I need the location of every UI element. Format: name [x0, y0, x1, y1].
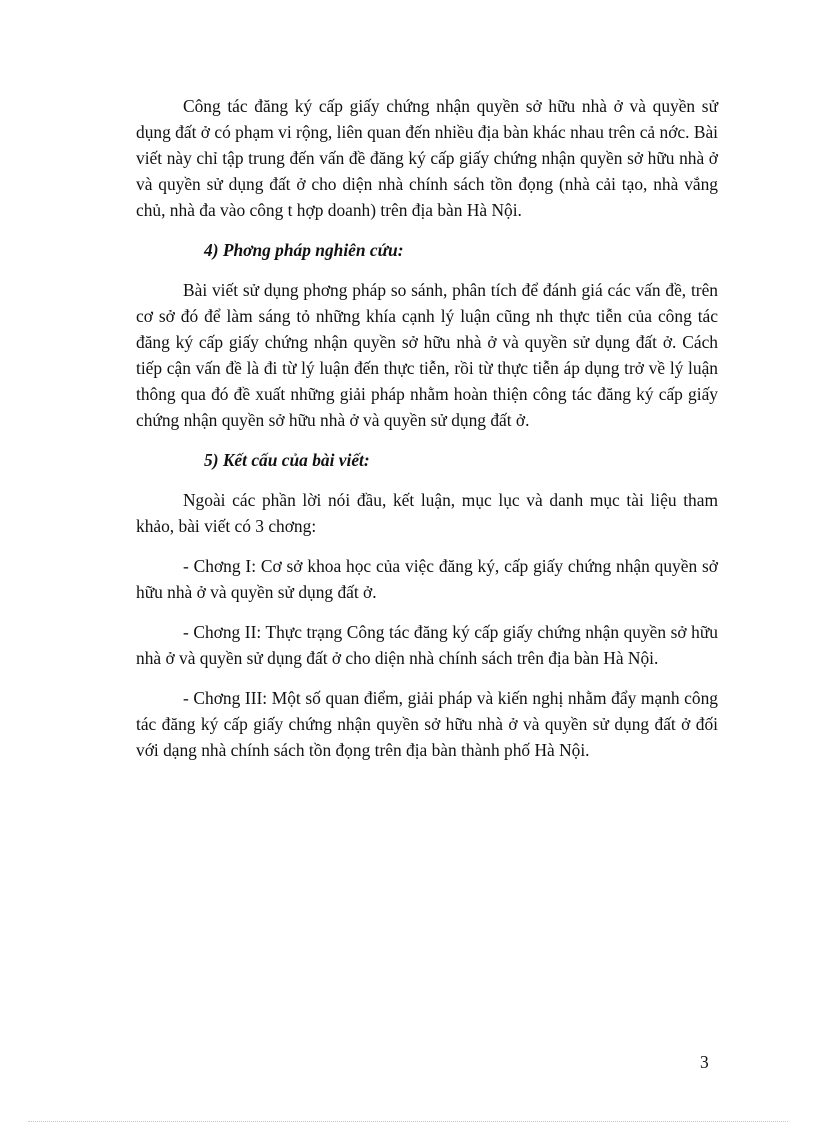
chapter-3-item: - Chơng III: Một số quan điểm, giải pháp và kiến nghị nhằm đẩy mạnh công tác đăng ký cấp giấy chứng nhận quyền sở hữu nhà ở và quyền sử dụng đất ở đối với dạng nhà chính sách tồn đọng trên địa bàn thành phố Hà Nội. — [136, 688, 718, 760]
document-body — [136, 93, 718, 777]
methods-heading: 4) Phơng pháp nghiên cứu: — [204, 240, 404, 260]
intro-paragraph: Công tác đăng ký cấp giấy chứng nhận quyền sở hữu nhà ở và quyền sử dụng đất ở có phạm vi rộng, liên quan đến nhiều địa bàn khác nhau trên cả nớc. Bài viết này chỉ tập trung đến vấn đề đăng ký cấp giấy chứng nhận quyền sở hữu nhà ở và quyền sử dụng đất ở cho diện nhà chính sách tồn đọng (nhà cải tạo, nhà vắng chủ, nhà đa vào công t hợp doanh) trên địa bàn Hà Nội. — [136, 96, 718, 220]
chapter-1-item: - Chơng I: Cơ sở khoa học của việc đăng ký, cấp giấy chứng nhận quyền sở hữu nhà ở và quyền sử dụng đất ở. — [136, 556, 718, 602]
structure-paragraph: Ngoài các phần lời nói đầu, kết luận, mục lục và danh mục tài liệu tham khảo, bài viết có 3 chơng: — [136, 490, 718, 536]
bottom-dotted-rule — [28, 1121, 788, 1122]
chapter-2-item: - Chơng II: Thực trạng Công tác đăng ký cấp giấy chứng nhận quyền sở hữu nhà ở và quyền sử dụng đất ở cho diện nhà chính sách trên địa bàn Hà Nội. — [136, 622, 718, 668]
page-number: 3 — [700, 1052, 709, 1072]
structure-heading: 5) Kết cấu của bài viết: — [204, 450, 370, 470]
methods-paragraph: Bài viết sử dụng phơng pháp so sánh, phân tích để đánh giá các vấn đề, trên cơ sở đó để làm sáng tỏ những khía cạnh lý luận cũng nh thực tiễn của công tác đăng ký cấp giấy chứng nhận quyền sở hữu nhà ở và quyền sử dụng đất ở. Cách tiếp cận vấn đề là đi từ lý luận đến thực tiễn, rồi từ thực tiễn áp dụng trở về lý luận thông qua đó đề xuất những giải pháp nhằm hoàn thiện công tác đăng ký cấp giấy chứng nhận quyền sở hữu nhà ở và quyền sử dụng đất ở. — [136, 280, 718, 430]
